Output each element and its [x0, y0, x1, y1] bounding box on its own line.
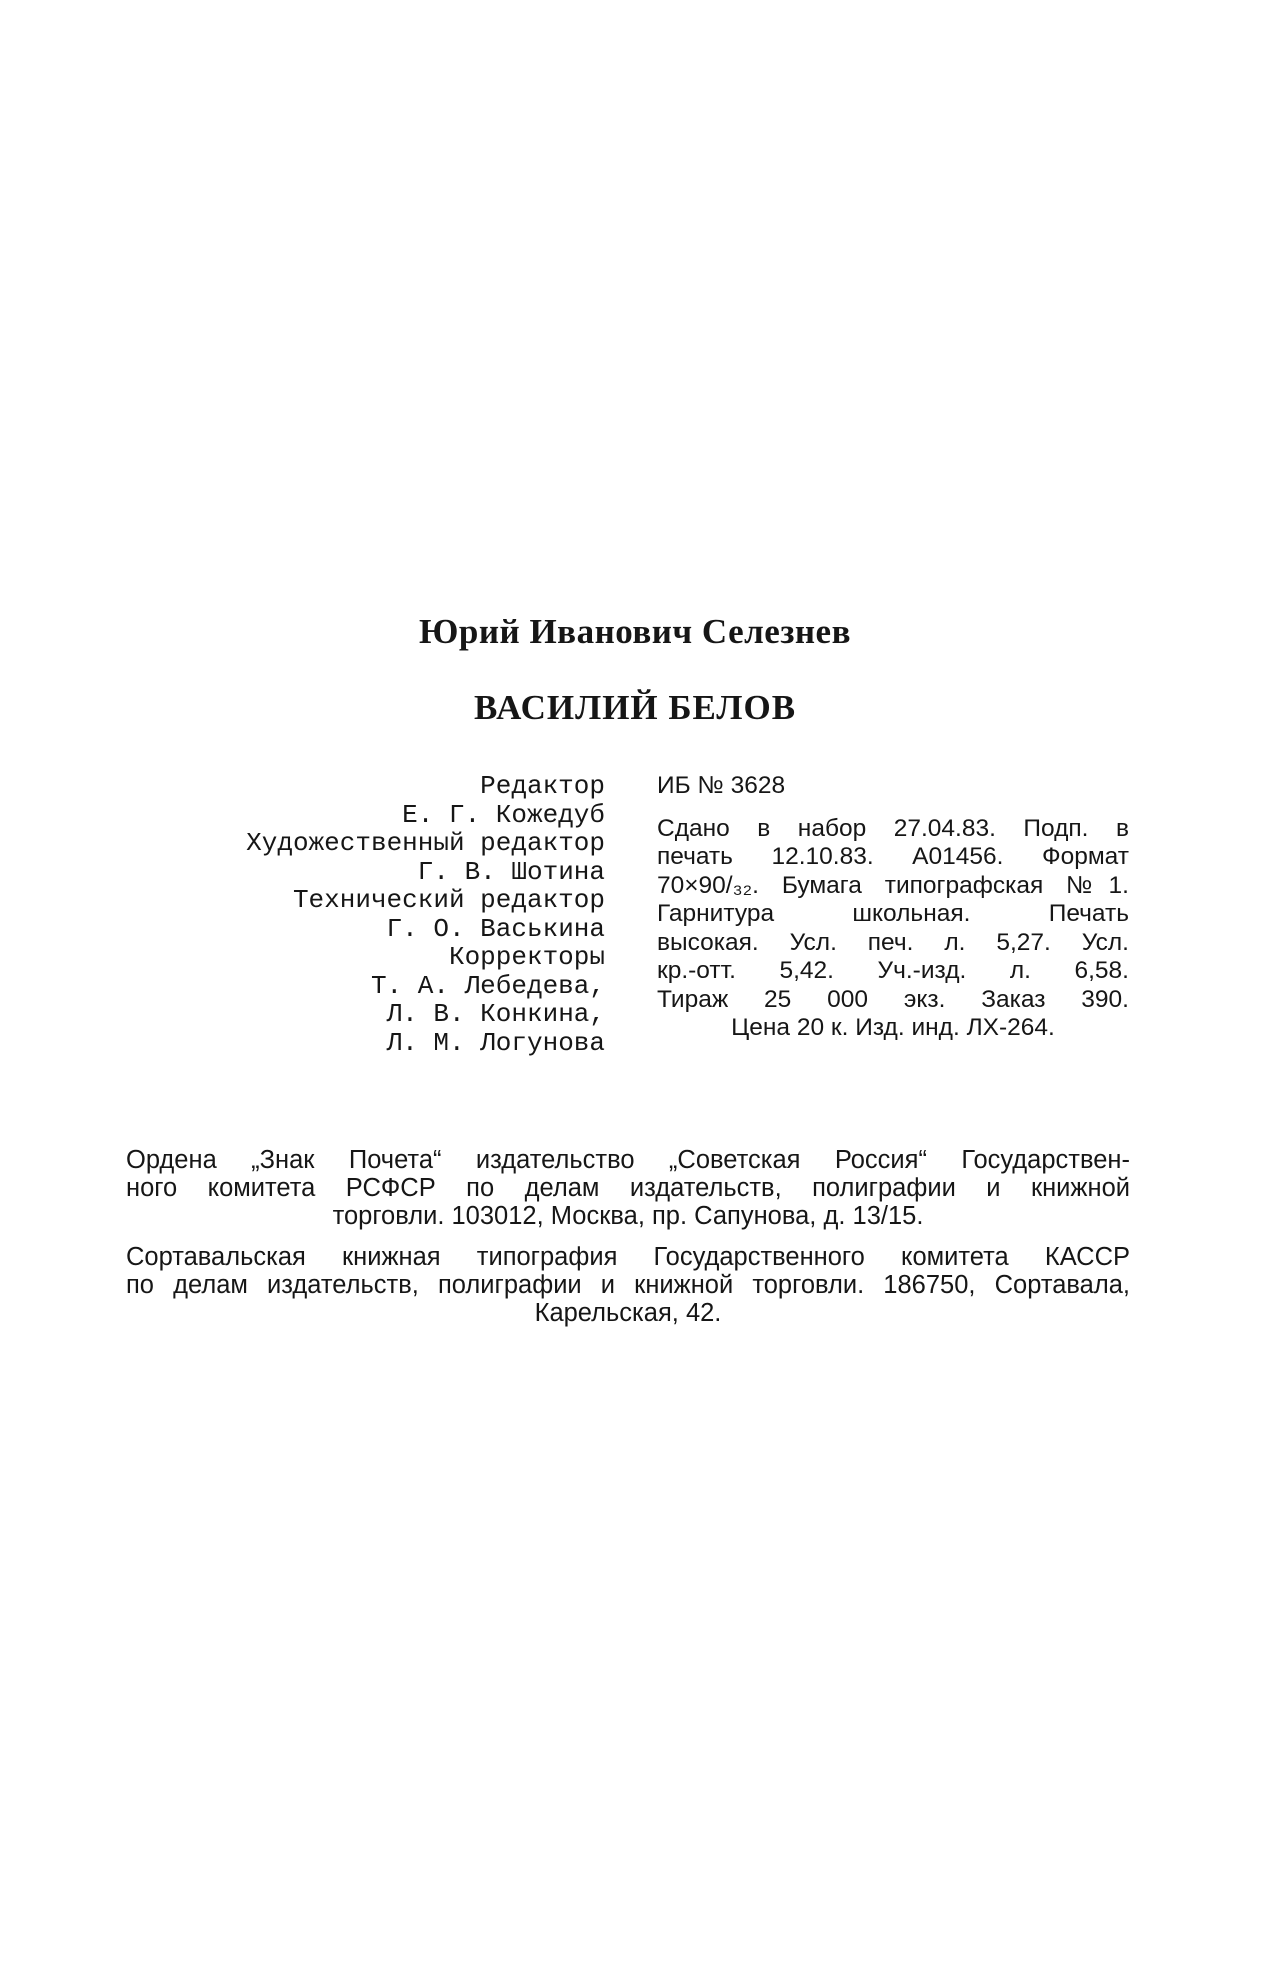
printer-address: Карельская, 42.: [534, 1299, 722, 1327]
publisher-line: Ордена „Знак Почета“ издательство „Советская Россия“ Государствен-: [126, 1146, 1130, 1174]
credit-line: Т. А. Лебедева,: [370, 970, 605, 1001]
imprint-line: высокая. Усл. печ. л. 5,27. Усл.: [657, 928, 1129, 956]
imprint-line: Гарнитура школьная. Печать: [657, 900, 1129, 927]
imprint-line: печать 12.10.83. А01456. Формат: [657, 843, 1129, 870]
book-title: ВАСИЛИЙ БЕЛОВ: [473, 688, 797, 727]
credit-line: Корректоры: [448, 942, 605, 972]
printer-line: по делам издательств, полиграфии и книжной торговли. 186750, Сортавала,: [126, 1271, 1130, 1299]
publisher-address: торговли. 103012, Москва, пр. Сапунова, д. 13/15.: [332, 1202, 924, 1230]
credit-line: Технический редактор: [292, 885, 605, 915]
credit-line: Г. В. Шотина: [417, 856, 605, 887]
credit-line: Редактор: [480, 771, 605, 801]
credit-line: Л. В. Конкина,: [386, 999, 605, 1029]
credit-line: Л. М. Логунова: [386, 1027, 605, 1058]
credits-block: [200, 772, 605, 1057]
imprint-line: кр.-отт. 5,42. Уч.-изд. л. 6,58.: [657, 957, 1129, 984]
credit-line: Е. Г. Кожедуб: [402, 799, 605, 830]
publisher-line: ного комитета РСФСР по делам издательств, полиграфии и книжной: [126, 1174, 1130, 1202]
imprint-price-line: Цена 20 к. Изд. инд. ЛХ-264.: [731, 1014, 1055, 1041]
printer-line: Сортавальская книжная типография Государственного комитета КАССР: [126, 1243, 1130, 1271]
credit-line: Г. О. Васькина: [386, 913, 605, 944]
imprint-line: 70×90/₃₂. Бумага типографская №1.: [657, 871, 1129, 899]
imprint-line: Тираж 25 000 экз. Заказ 390.: [657, 985, 1129, 1013]
imprint-line: Сдано в набор 27.04.83. Подп. в: [657, 814, 1129, 842]
ib-number: ИБ № 3628: [657, 772, 786, 799]
credit-line: Художественный редактор: [246, 828, 605, 858]
author-name: Юрий Иванович Селезнев: [418, 612, 851, 651]
publisher-block: [126, 1146, 1130, 1230]
imprint-block: [657, 772, 1129, 1043]
printer-block: [126, 1243, 1130, 1327]
